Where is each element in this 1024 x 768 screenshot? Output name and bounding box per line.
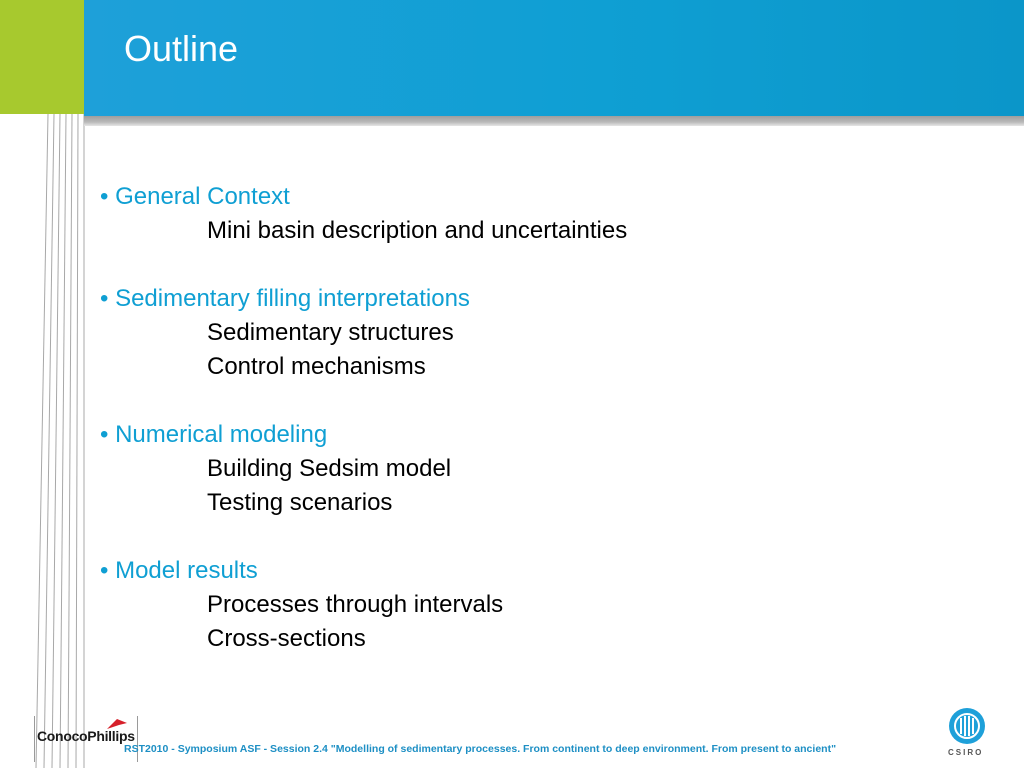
section-sedimentary-filling [100,282,980,384]
header-lime-block [0,0,84,114]
section-item: Processes through intervals [207,591,504,618]
section-item: Mini basin description and uncertainties [207,217,628,244]
outline-list [100,180,980,690]
bullet-icon: • [100,183,109,210]
csiro-logo-text: CSIRO [948,748,984,757]
section-item: Sedimentary structures [207,319,454,346]
bullet-icon: • [100,421,109,448]
section-heading [100,418,980,452]
section-model-results [100,554,980,656]
section-heading [100,180,980,214]
bullet-icon: • [100,285,109,312]
section-general-context [100,180,980,248]
section-heading-text: Model results [115,557,258,584]
section-heading [100,554,980,588]
section-heading-text: Sedimentary filling interpretations [115,285,470,312]
section-item: Testing scenarios [207,489,393,516]
section-item: Control mechanisms [207,353,426,380]
conocophillips-logo-text: ConocoPhillips [37,728,135,744]
section-heading [100,282,980,316]
footer-caption: RST2010 - Symposium ASF - Session 2.4 "Modelling of sedimentary processes. From continent to deep environment. From present to ancient" [124,743,837,755]
header-shadow [84,116,1024,126]
section-item: Cross-sections [207,625,366,652]
csiro-logo [944,706,990,762]
slide-title: Outline [124,28,239,69]
section-heading-text: Numerical modeling [115,421,328,448]
bullet-icon: • [100,557,109,584]
section-heading-text: General Context [115,183,290,210]
section-numerical-modeling [100,418,980,520]
conocophillips-logo [34,716,138,762]
section-item: Building Sedsim model [207,455,452,482]
csiro-emblem-icon [944,706,990,748]
